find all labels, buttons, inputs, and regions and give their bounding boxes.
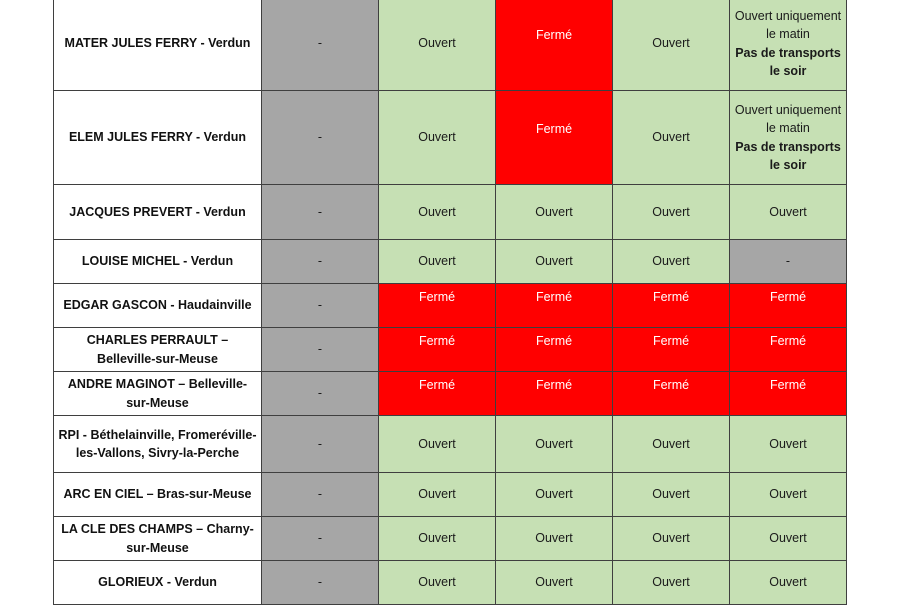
school-name: ANDRE MAGINOT – Belleville-sur-Meuse [54,372,262,416]
status-cell: - [262,328,379,372]
status-cell: Ouvert [613,561,730,605]
status-cell: Ouvert [613,185,730,240]
status-cell [613,328,730,372]
table-row [54,91,847,185]
status-cell: Ouvert [379,0,496,91]
status-cell [730,284,847,328]
status-cell: Ouvert [496,473,613,517]
status-cell [613,284,730,328]
status-cell: Ouvert [730,416,847,473]
status-cell: - [262,284,379,328]
status-cell: Ouvert [496,517,613,561]
status-cell: Ouvert [613,517,730,561]
status-cell [730,372,847,416]
status-cell: - [262,416,379,473]
status-cell: Ouvert [379,517,496,561]
status-cell [496,372,613,416]
school-name: GLORIEUX - Verdun [54,561,262,605]
status-text: Fermé [535,28,573,43]
school-name: ARC EN CIEL – Bras-sur-Meuse [54,473,262,517]
table-row [54,185,847,240]
status-note-cell [730,0,847,91]
status-text: Fermé [535,378,573,393]
status-text: Fermé [535,290,573,305]
status-cell: Ouvert [496,240,613,284]
status-cell: - [262,517,379,561]
status-cell: - [262,240,379,284]
status-text: Fermé [418,378,456,393]
status-cell: Ouvert [379,416,496,473]
status-cell [496,328,613,372]
table-row [54,517,847,561]
status-cell: - [730,240,847,284]
status-cell: Ouvert [496,185,613,240]
status-cell: Ouvert [730,473,847,517]
status-cell: - [262,561,379,605]
status-cell: Ouvert [496,561,613,605]
status-cell: Ouvert [379,473,496,517]
status-cell: - [262,473,379,517]
status-cell: Ouvert [613,416,730,473]
status-text: Fermé [535,122,573,137]
status-text: Fermé [769,378,807,393]
status-text: Fermé [652,378,690,393]
status-cell [379,328,496,372]
status-cell: Ouvert [379,561,496,605]
school-name: CHARLES PERRAULT – Belleville-sur-Meuse [54,328,262,372]
status-cell: - [262,185,379,240]
school-name: JACQUES PREVERT - Verdun [54,185,262,240]
table-row [54,240,847,284]
status-cell [379,372,496,416]
table-row [54,416,847,473]
status-cell: - [262,372,379,416]
status-cell: Ouvert [613,473,730,517]
table-row [54,328,847,372]
table-row [54,372,847,416]
school-name: LOUISE MICHEL - Verdun [54,240,262,284]
status-note-cell [730,91,847,185]
status-cell: Ouvert [379,240,496,284]
status-cell [613,372,730,416]
status-cell: Ouvert [730,517,847,561]
school-name: MATER JULES FERRY - Verdun [54,0,262,91]
status-cell: Ouvert [496,416,613,473]
school-name: ELEM JULES FERRY - Verdun [54,91,262,185]
status-cell: Ouvert [613,240,730,284]
status-text: Fermé [535,334,573,349]
status-text: Fermé [769,334,807,349]
status-text: Fermé [418,334,456,349]
school-status-table [53,0,847,605]
status-cell: - [262,0,379,91]
status-text: Fermé [652,290,690,305]
status-cell: Ouvert [379,185,496,240]
school-name: RPI - Béthelainville, Fromeréville-les-Vallons, Sivry-la-Perche [54,416,262,473]
status-cell: Ouvert [730,185,847,240]
status-text: Fermé [418,290,456,305]
status-cell [496,0,613,91]
school-name: EDGAR GASCON - Haudainville [54,284,262,328]
table-row [54,284,847,328]
status-note-bold: Pas de transports le soir [735,139,841,172]
status-cell [379,284,496,328]
status-note-text: Ouvert uniquement le matin [734,8,842,41]
status-cell: - [262,91,379,185]
status-cell [496,91,613,185]
status-cell: Ouvert [613,91,730,185]
status-cell: Ouvert [379,91,496,185]
table-row [54,0,847,91]
status-text: Fermé [652,334,690,349]
school-name: LA CLE DES CHAMPS – Charny-sur-Meuse [54,517,262,561]
status-cell: Ouvert [730,561,847,605]
status-note-text: Ouvert uniquement le matin [734,102,842,135]
status-cell [730,328,847,372]
status-cell [496,284,613,328]
status-cell: Ouvert [613,0,730,91]
status-text: Fermé [769,290,807,305]
status-note-bold: Pas de transports le soir [735,45,841,78]
table-row [54,473,847,517]
table-row [54,561,847,605]
